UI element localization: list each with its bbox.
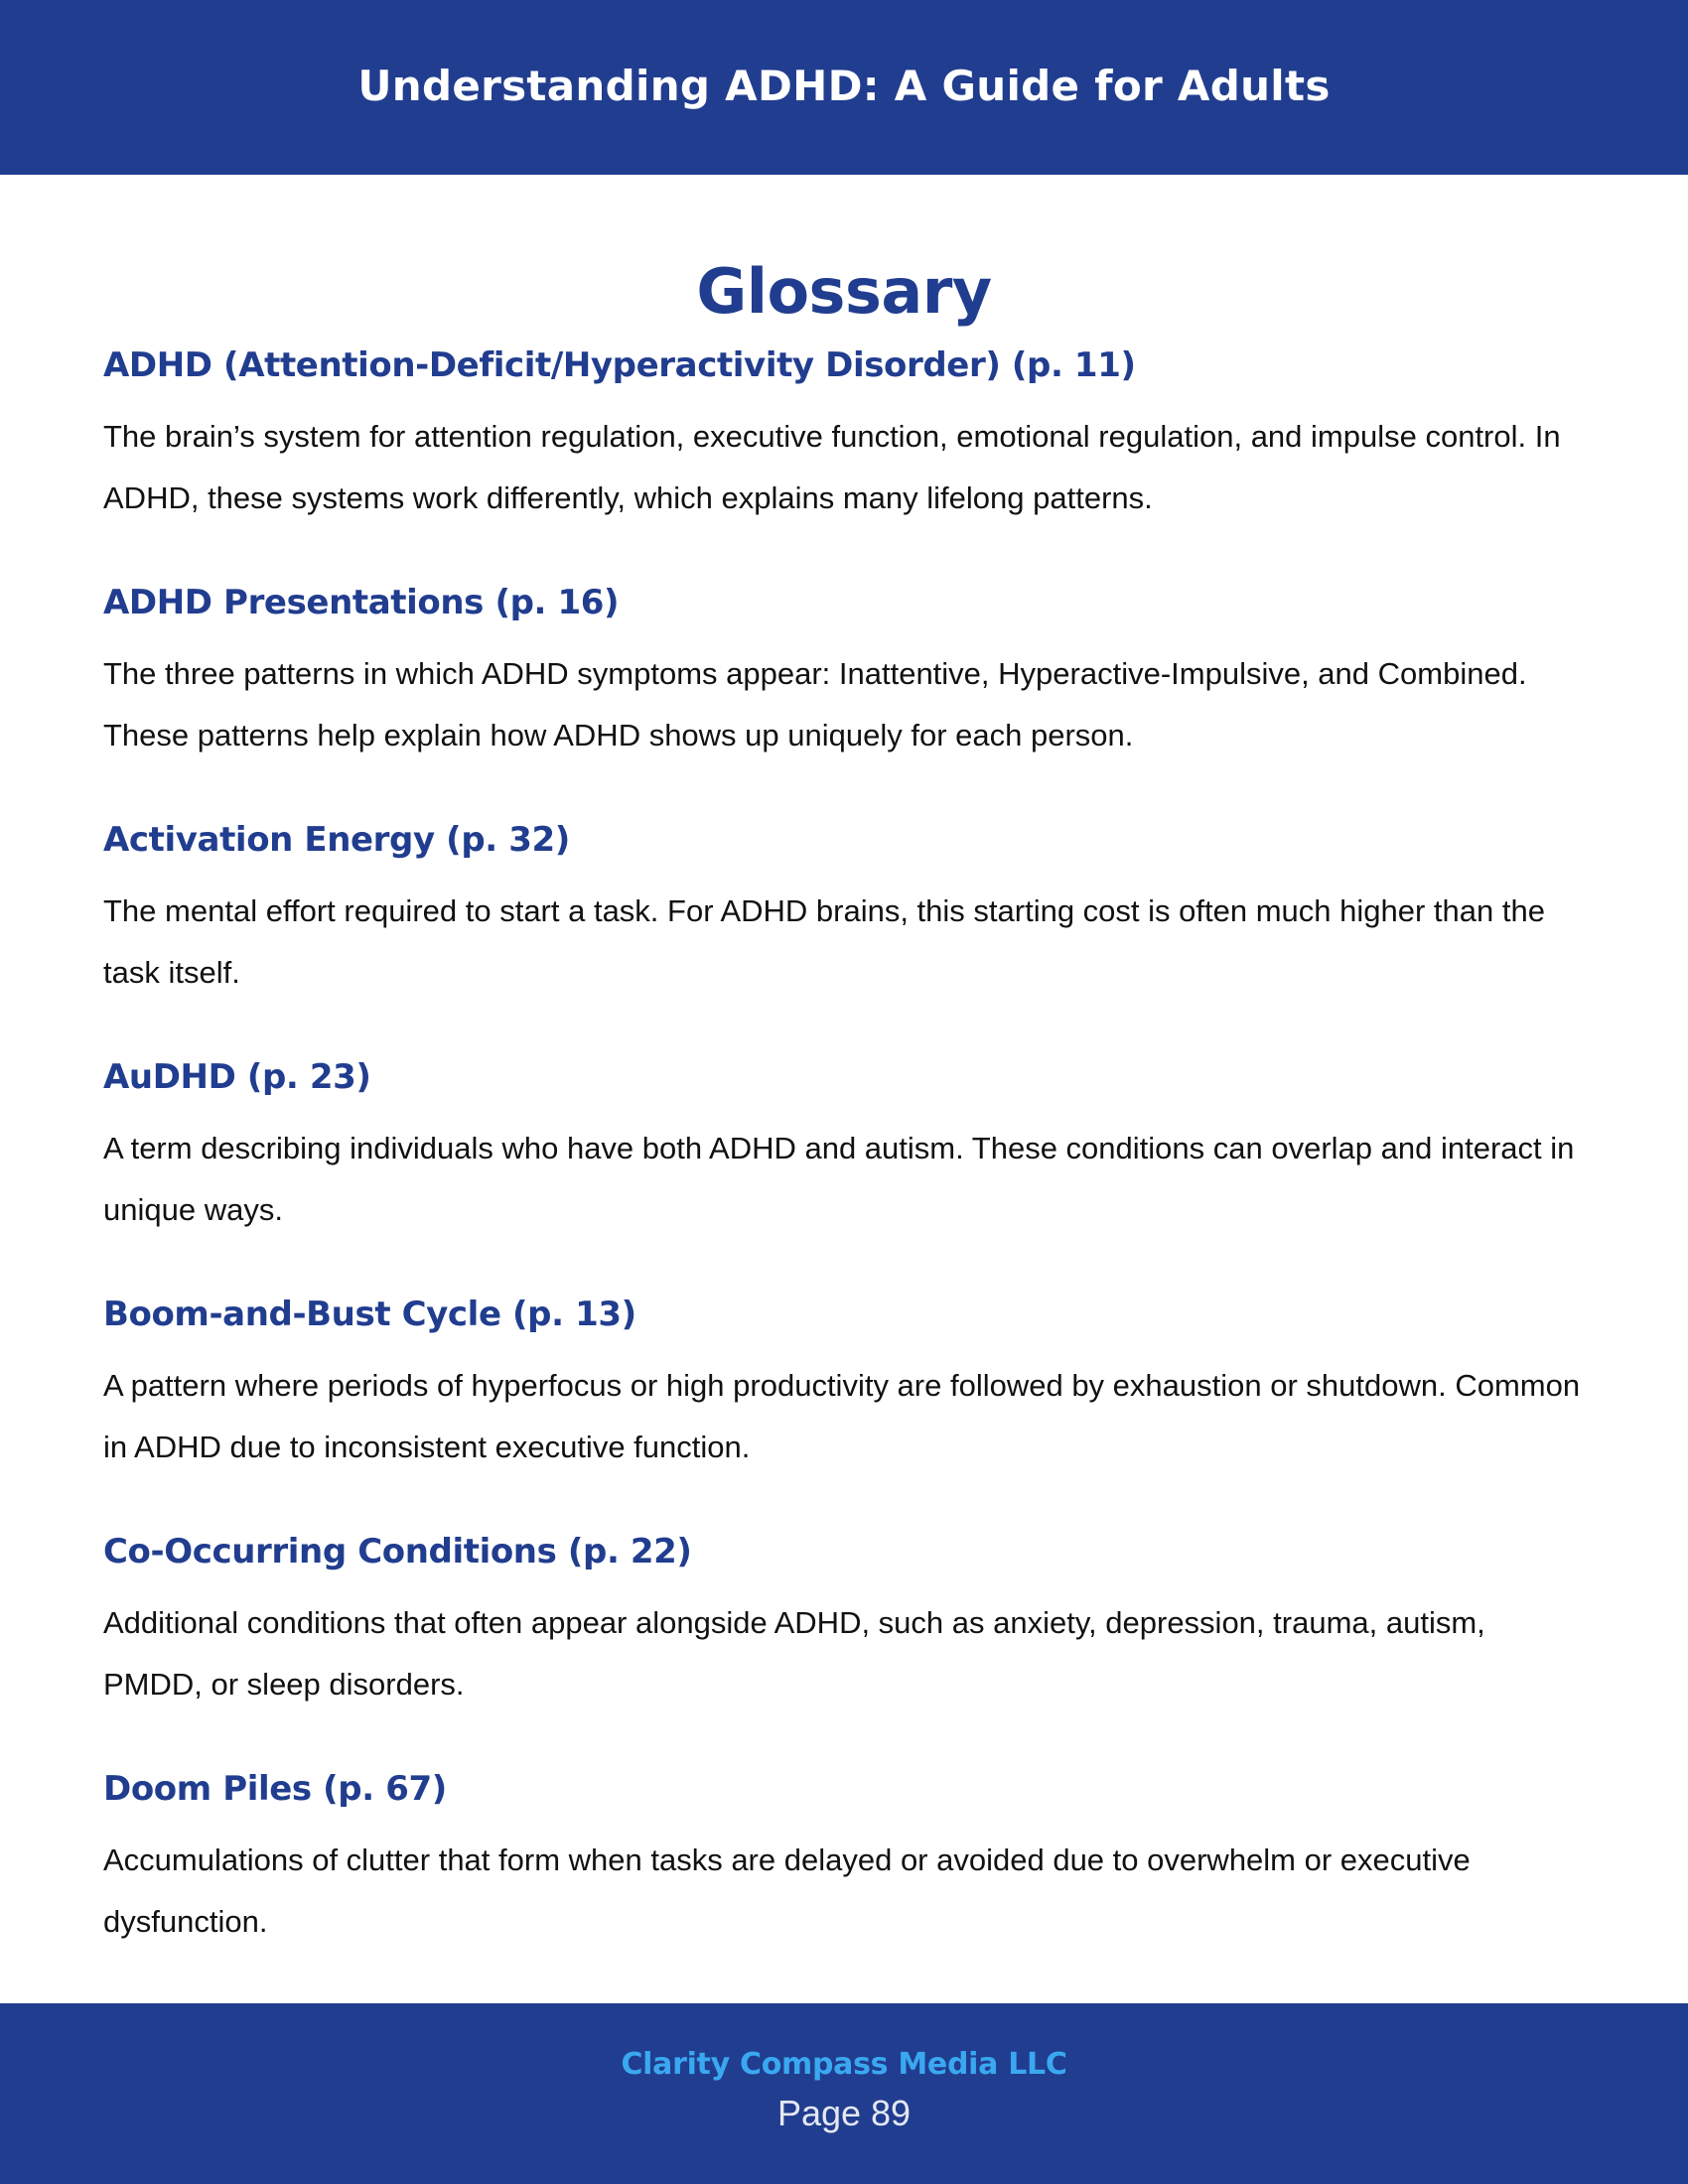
glossary-entry (103, 810, 1593, 1047)
document-title: Understanding ADHD: A Guide for Adults (357, 62, 1331, 110)
glossary-definition: The brain’s system for attention regulation, executive function, emotional regulation, and impulse control. In ADHD, these systems work differently, which explains many lifelong patterns. (103, 419, 1561, 515)
glossary-definition: A pattern where periods of hyperfocus or high productivity are followed by exhaustion or shutdown. Common in ADHD due to inconsistent executive function. (103, 1368, 1581, 1464)
glossary-definition: Additional conditions that often appear alongside ADHD, such as anxiety, depression, trauma, autism, PMDD, or sleep disorders. (103, 1605, 1485, 1702)
glossary-term: Boom-and-Bust Cycle (p. 13) (103, 1295, 636, 1334)
glossary-term: ADHD Presentations (p. 16) (103, 583, 620, 622)
glossary-entry (103, 336, 1593, 573)
glossary-term: Activation Energy (p. 32) (103, 820, 570, 860)
glossary-entry (103, 573, 1593, 810)
glossary-definition: A term describing individuals who have both ADHD and autism. These conditions can overlap and interact in unique ways. (103, 1131, 1575, 1227)
page-header (0, 0, 1688, 175)
glossary-term: AuDHD (p. 23) (103, 1057, 371, 1097)
glossary-term: ADHD (Attention-Deficit/Hyperactivity Disorder) (p. 11) (103, 345, 1136, 385)
glossary-definition: The three patterns in which ADHD symptoms appear: Inattentive, Hyperactive-Impulsive, and Combined. These patterns help explain how ADHD shows up uniquely for each person. (103, 656, 1527, 752)
glossary-definition: The mental effort required to start a task. For ADHD brains, this starting cost is often much higher than the task itself. (103, 893, 1545, 990)
glossary-list (103, 336, 1593, 1996)
page-number: Page 89 (776, 2093, 912, 2133)
company-name: Clarity Compass Media LLC (621, 2047, 1067, 2082)
glossary-term: Co-Occurring Conditions (p. 22) (103, 1532, 692, 1571)
glossary-entry (103, 1285, 1593, 1522)
glossary-entry (103, 1759, 1593, 1996)
page-footer (0, 2003, 1688, 2184)
glossary-term: Doom Piles (p. 67) (103, 1769, 447, 1809)
glossary-entry (103, 1047, 1593, 1285)
page-title: Glossary (696, 255, 992, 328)
glossary-definition: Accumulations of clutter that form when tasks are delayed or avoided due to overwhelm or executive dysfunction. (103, 1843, 1471, 1939)
glossary-entry (103, 1522, 1593, 1759)
